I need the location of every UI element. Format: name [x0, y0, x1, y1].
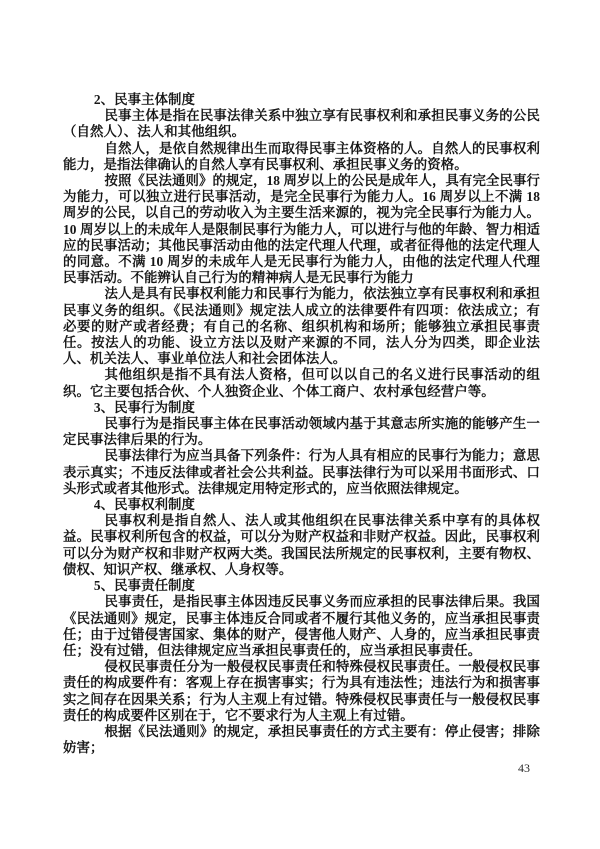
paragraph: 侵权民事责任分为一般侵权民事责任和特殊侵权民事责任。一般侵权民事责任的构成要件有：客观上存在损害事实；行为具有违法性；违法行为和损害事实之间存在因果关系；行为人主观上有过错。特殊侵权民事责任与一般侵权民事责任的构成要件区别在于，它不要求行为人主观上有过错。	[63, 659, 540, 723]
paragraph: 自然人，是依自然规律出生而取得民事主体资格的人。自然人的民事权利能力，是指法律确认的自然人享有民事权利、承担民事义务的资格。	[63, 140, 540, 172]
page-number: 43	[518, 761, 530, 775]
paragraph: 民事法律行为应当具备下列条件：行为人具有相应的民事行为能力；意思表示真实；不违反法律或者社会公共利益。民事法律行为可以采用书面形式、口头形式或者其他形式。法律规定用特定形式的，应当依照法律规定。	[63, 448, 540, 496]
document-text-block	[63, 92, 540, 756]
paragraph: 法人是具有民事权利能力和民事行为能力，依法独立享有民事权利和承担民事义务的组织。《民法通则》规定法人成立的法律要件有四项：依法成立；有必要的财产或者经费；有自己的名称、组织机构和场所；能够独立承担民事责任。按法人的功能、设立方法以及财产来源的不同，法人分为四类，即企业法人、机关法人、事业单位法人和社会团体法人。	[63, 286, 540, 367]
section-heading-civil-liability: 5、民事责任制度	[93, 578, 196, 594]
paragraph: 民事主体是指在民事法律关系中独立享有民事权利和承担民事义务的公民（自然人）、法人和其他组织。	[63, 108, 540, 140]
paragraph: 民事责任，是指民事主体因违反民事义务而应承担的民事法律后果。我国《民法通则》规定，民事主体违反合同或者不履行其他义务的，应当承担民事责任；由于过错侵害国家、集体的财产，侵害他人财产、人身的，应当承担民事责任；没有过错，但法律规定应当承担民事责任的，应当承担民事责任。	[63, 594, 540, 658]
paragraph: 民事行为是指民事主体在民事活动领域内基于其意志所实施的能够产生一定民事法律后果的行为。	[63, 416, 540, 448]
paragraph: 根据《民法通则》的规定，承担民事责任的方式主要有：停止侵害；排除妨害；	[63, 723, 540, 756]
paragraph: 其他组织是指不具有法人资格，但可以以自己的名义进行民事活动的组织。它主要包括合伙、个人独资企业、个体工商户、农村承包经营户等。	[63, 367, 540, 399]
section-heading-civil-subject: 2、民事主体制度	[93, 92, 196, 107]
section-heading-civil-rights: 4、民事权利制度	[93, 497, 196, 513]
paragraph: 民事权利是指自然人、法人或其他组织在民事法律关系中享有的具体权益。民事权利所包含的权益，可以分为财产权益和非财产权益。因此，民事权利可以分为财产权和非财产权两大类。我国民法所规定的民事权利，主要有物权、债权、知识产权、继承权、人身权等。	[63, 513, 540, 577]
paragraph: 按照《民法通则》的规定，18 周岁以上的公民是成年人，具有完全民事行为能力，可以独立进行民事活动，是完全民事行为能力人。16 周岁以上不满 18 周岁的公民，以自己的劳动收入为主要生活来源的，视为完全民事行为能力人。10 周岁以上的未成年人是限制民事行为能力人，可以进行与他的年龄、智力相适应的民事活动；其他民事活动由他的法定代理人代理，或者征得他的法定代理人的同意。不满 10 周岁的未成年人是无民事行为能力人，由他的法定代理人代理民事活动。不能辨认自己行为的精神病人是无民事行为能力	[63, 173, 540, 286]
section-heading-civil-act: 3、民事行为制度	[93, 399, 196, 415]
